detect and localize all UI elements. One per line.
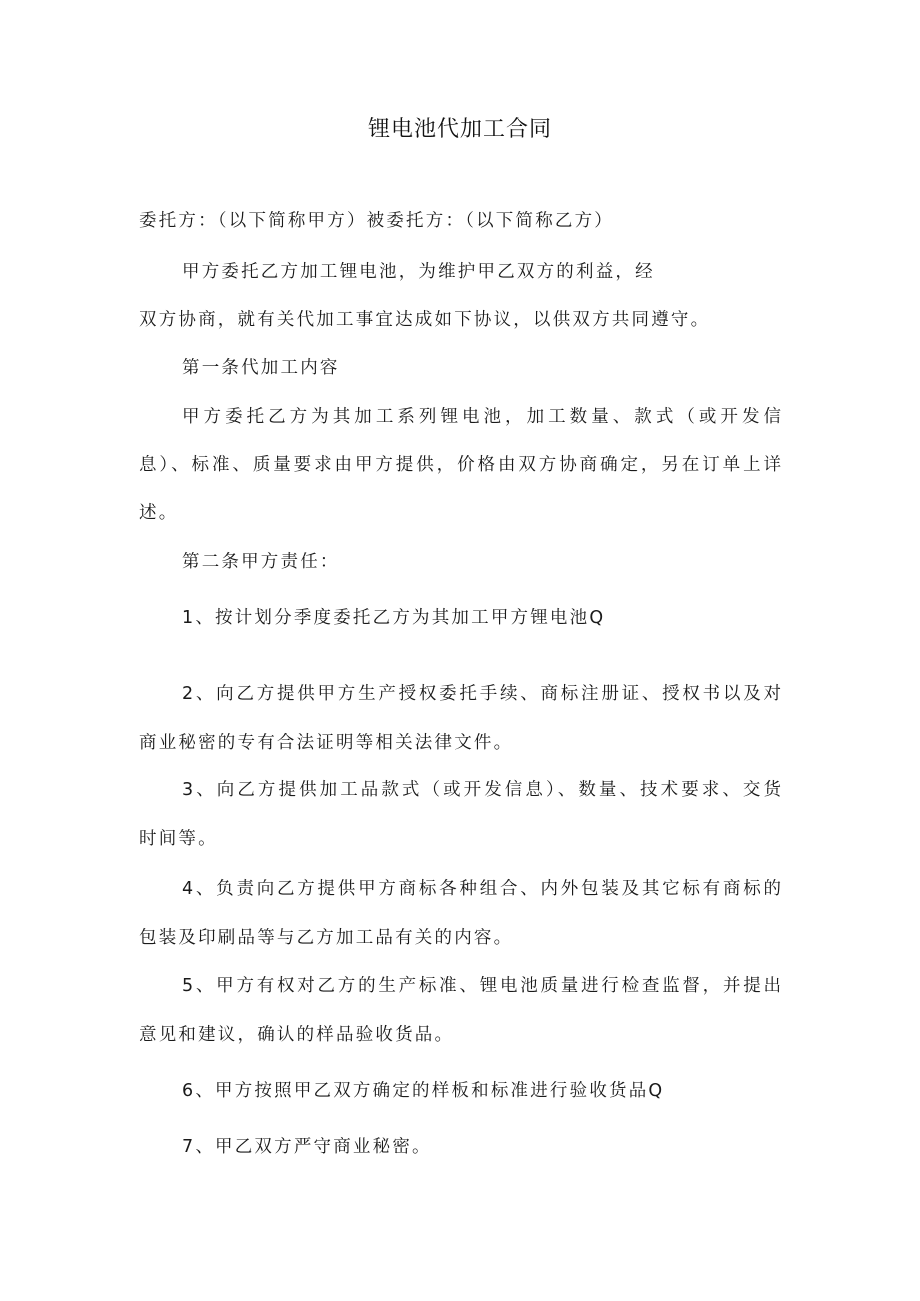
clause-1-line-1: 1、按计划分季度委托乙方为其加工甲方锂电池Q [182,608,606,628]
parties-line: 委托方：（以下简称甲方）被委托方：（以下简称乙方） [139,211,614,231]
clause-3-line-2: 时间等。 [139,829,218,849]
article-1-line-1: 甲方委托乙方为其加工系列锂电池，加工数量、款式（或开发信 [182,407,781,427]
article-2-heading: 第二条甲方责任： [182,552,340,572]
clause-6-line-1: 6、甲方按照甲乙双方确定的样板和标准进行验收货品Q [182,1081,665,1101]
clause-2-line-1: 2、向乙方提供甲方生产授权委托手续、商标注册证、授权书以及对 [182,684,781,704]
preamble-line-1: 甲方委托乙方加工锂电池，为维护甲乙双方的利益，经 [182,262,655,282]
clause-3-line-1: 3、向乙方提供加工品款式（或开发信息）、数量、技术要求、交货 [182,780,781,800]
article-1-heading: 第一条代加工内容 [182,358,340,378]
clause-5-line-1: 5、甲方有权对乙方的生产标准、锂电池质量进行检查监督，并提出 [182,976,781,996]
clause-2-line-2: 商业秘密的专有合法证明等相关法律文件。 [139,733,514,753]
article-1-line-3: 述。 [139,503,179,523]
document-title: 锂电池代加工合同 [367,117,552,142]
clause-7-line-1: 7、甲乙双方严守商业秘密。 [182,1137,432,1157]
clause-5-line-2: 意见和建议，确认的样品验收货品。 [139,1025,455,1045]
clause-4-line-1: 4、负责向乙方提供甲方商标各种组合、内外包装及其它标有商标的 [182,879,781,899]
article-1-line-2: 息）、标准、质量要求由甲方提供，价格由双方协商确定，另在订单上详 [139,455,781,475]
clause-4-line-2: 包装及印刷品等与乙方加工品有关的内容。 [139,928,514,948]
preamble-line-2: 双方协商，就有关代加工事宜达成如下协议，以供双方共同遵守。 [139,310,711,330]
